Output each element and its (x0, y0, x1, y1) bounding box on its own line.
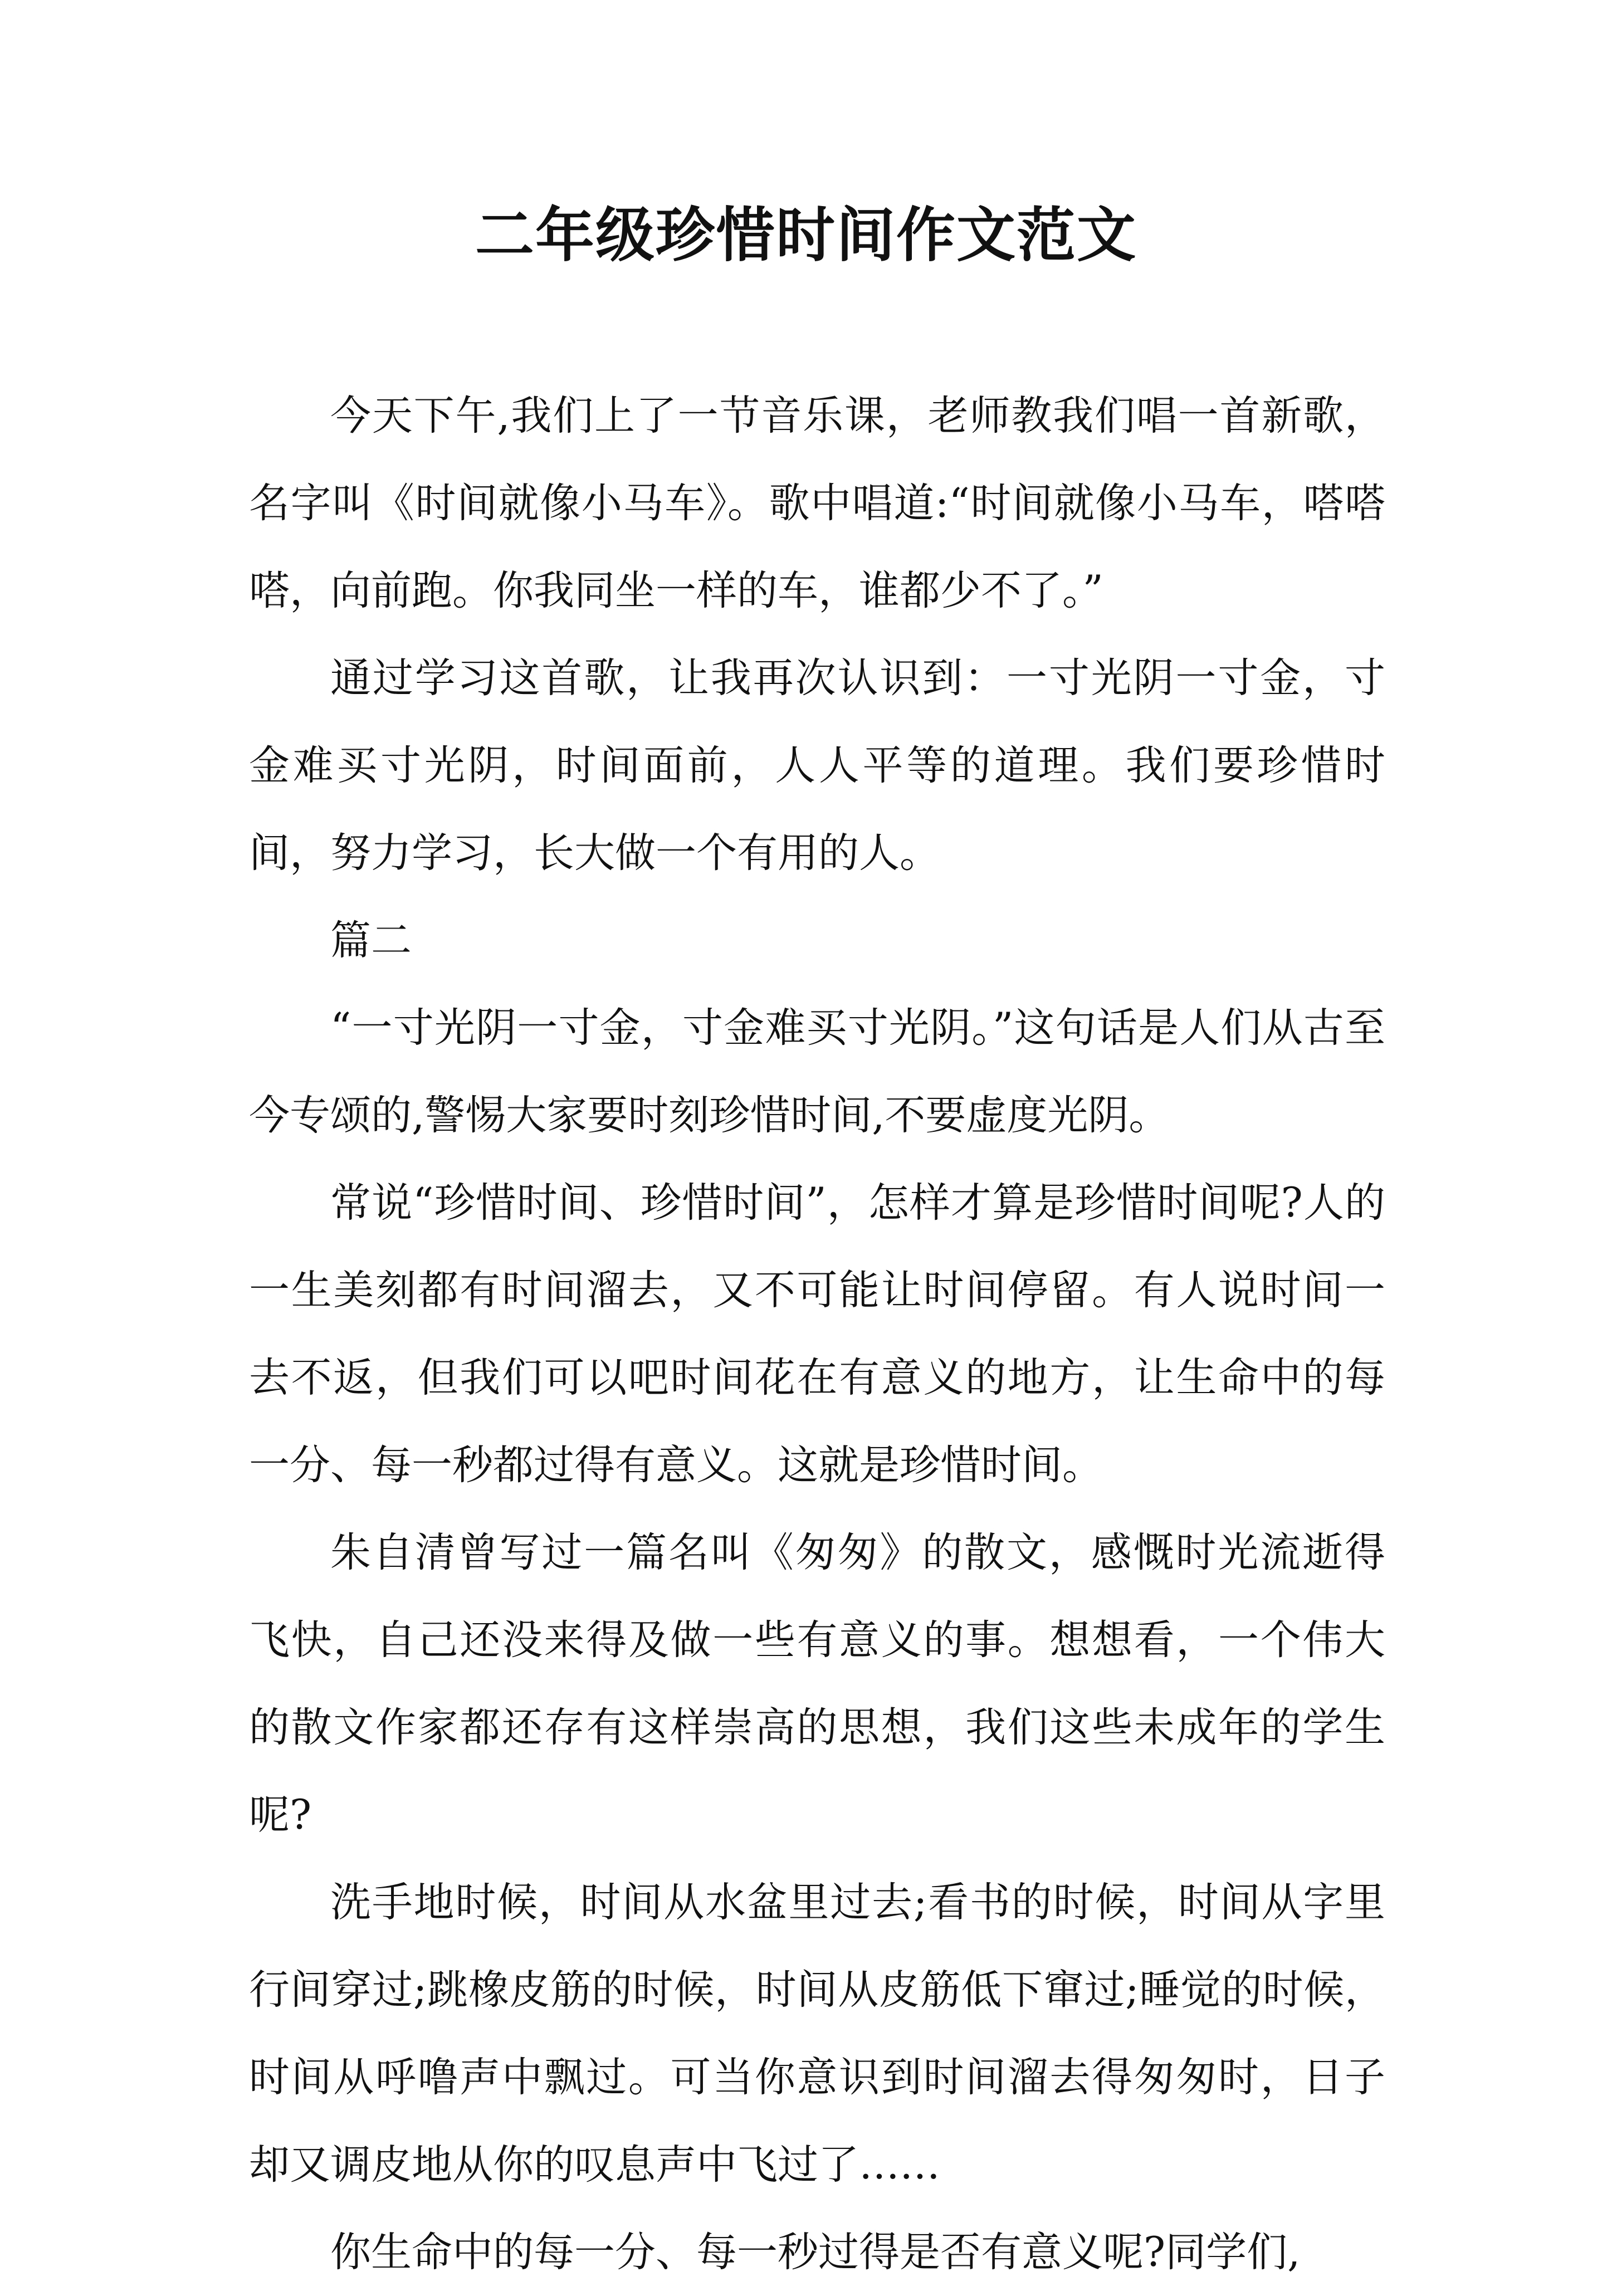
paragraph-3: “一寸光阴一寸金，寸金难买寸光阴。”这句话是人们从古至今专颂的,警惕大家要时刻珍惜时间,不要虚度光阴。 (249, 1004, 1385, 1139)
paragraph-6: 洗手地时候，时间从水盆里过去;看书的时候，时间从字里行间穿过;跳橡皮筋的时候，时间从皮筋低下窜过;睡觉的时候，时间从呼噜声中飘过。可当你意识到时间溜去得匆匆时，日子却又调皮地从你的叹息声中飞过了…… (249, 1879, 1385, 2188)
paragraph-2: 通过学习这首歌，让我再次认识到：一寸光阴一寸金，寸金难买寸光阴，时间面前，人人平等的道理。我们要珍惜时间，努力学习，长大做一个有用的人。 (249, 654, 1385, 877)
paragraph-5: 朱自清曾写过一篇名叫《匆匆》的散文，感慨时光流逝得飞快，自己还没来得及做一些有意义的事。想想看，一个伟大的散文作家都还存有这样崇高的思想，我们这些未成年的学生呢? (249, 1529, 1385, 1839)
document-body (249, 372, 1385, 2296)
document-title: 二年级珍惜时间作文范文 (475, 200, 1137, 270)
section-heading-pian-er: 篇二 (330, 917, 412, 964)
paragraph-4: 常说“珍惜时间、珍惜时间”，怎样才算是珍惜时间呢?人的一生美刻都有时间溜去，又不可能让时间停留。有人说时间一去不返，但我们可以吧时间花在有意义的地方，让生命中的每一分、每一秒都过得有意义。这就是珍惜时间。 (249, 1179, 1385, 1489)
paragraph-1: 今天下午,我们上了一节音乐课，老师教我们唱一首新歌，名字叫《时间就像小马车》。歌中唱道:“时间就像小马车，嗒嗒嗒，向前跑。你我同坐一样的车，谁都少不了。” (249, 392, 1385, 614)
paragraph-7: 你生命中的每一分、每一秒过得是否有意义呢?同学们, (330, 2229, 1301, 2276)
